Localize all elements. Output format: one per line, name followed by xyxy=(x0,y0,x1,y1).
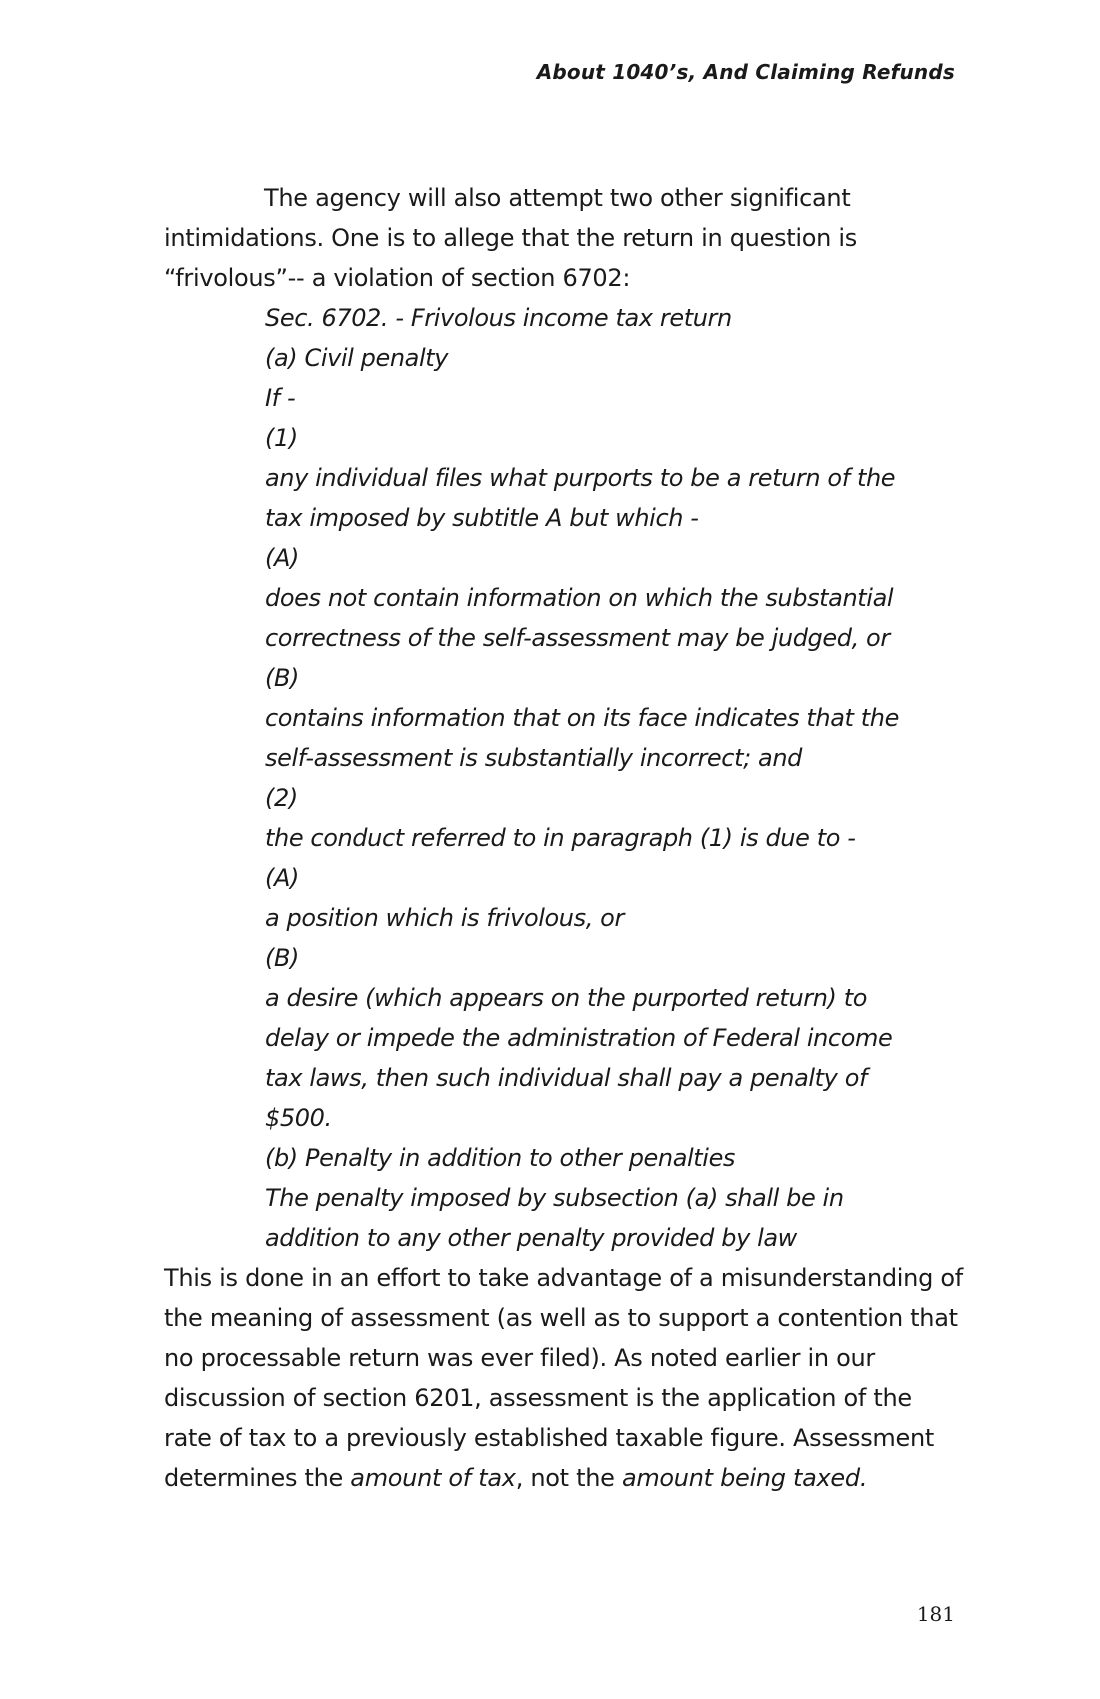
running-header: About 1040’s, And Claiming Refunds xyxy=(536,60,955,84)
statute-quote xyxy=(265,298,965,1258)
quote-line: correctness of the self-assessment may be judged, or xyxy=(265,624,890,652)
quote-line: If - xyxy=(265,384,296,412)
quote-line: Sec. 6702. - Frivolous income tax return xyxy=(265,304,732,332)
intro-paragraph xyxy=(164,178,964,298)
quote-line: (b) Penalty in addition to other penalties xyxy=(265,1144,736,1172)
quote-line: tax imposed by subtitle A but which - xyxy=(265,504,699,532)
quote-line: a position which is frivolous, or xyxy=(265,904,624,932)
quote-line: tax laws, then such individual shall pay a penalty of xyxy=(265,1064,868,1092)
intro-text: The agency will also attempt two other significant intimidations. One is to allege that the return in question is “frivolous”-- a violation of section 6702: xyxy=(164,184,857,292)
quote-line: (B) xyxy=(265,664,299,692)
quote-line: (a) Civil penalty xyxy=(265,344,449,372)
quote-line: self-assessment is substantially incorrect; and xyxy=(265,744,802,772)
quote-line: the conduct referred to in paragraph (1) is due to - xyxy=(265,824,856,852)
quote-line: (2) xyxy=(265,784,298,812)
quote-line: addition to any other penalty provided by law xyxy=(265,1224,797,1252)
quote-line: (A) xyxy=(265,544,299,572)
quote-line: The penalty imposed by subsection (a) shall be in xyxy=(265,1184,844,1212)
quote-line: $500. xyxy=(265,1104,332,1132)
quote-line: (1) xyxy=(265,424,298,452)
closing-paragraph xyxy=(164,1258,964,1498)
quote-line: does not contain information on which the substantial xyxy=(265,584,894,612)
emphasis-amount-being-taxed: amount being taxed. xyxy=(621,1464,868,1492)
quote-line: contains information that on its face indicates that the xyxy=(265,704,899,732)
quote-line: a desire (which appears on the purported return) to xyxy=(265,984,868,1012)
page-number: 181 xyxy=(916,1602,955,1626)
quote-line: delay or impede the administration of Federal income xyxy=(265,1024,893,1052)
quote-line: (A) xyxy=(265,864,299,892)
closing-text-continued: , not the xyxy=(515,1464,622,1492)
quote-line: (B) xyxy=(265,944,299,972)
quote-line: any individual files what purports to be a return of the xyxy=(265,464,896,492)
emphasis-amount-of-tax: amount of tax xyxy=(350,1464,516,1492)
closing-text: This is done in an effort to take advantage of a misunderstanding of the meaning of assessment (as well as to support a contention that no processable return was ever filed). As noted earlier in our discussion of section 6201, assessment is the application of the rate of tax to a previously established taxable figure. Assessment determines the xyxy=(164,1264,963,1492)
